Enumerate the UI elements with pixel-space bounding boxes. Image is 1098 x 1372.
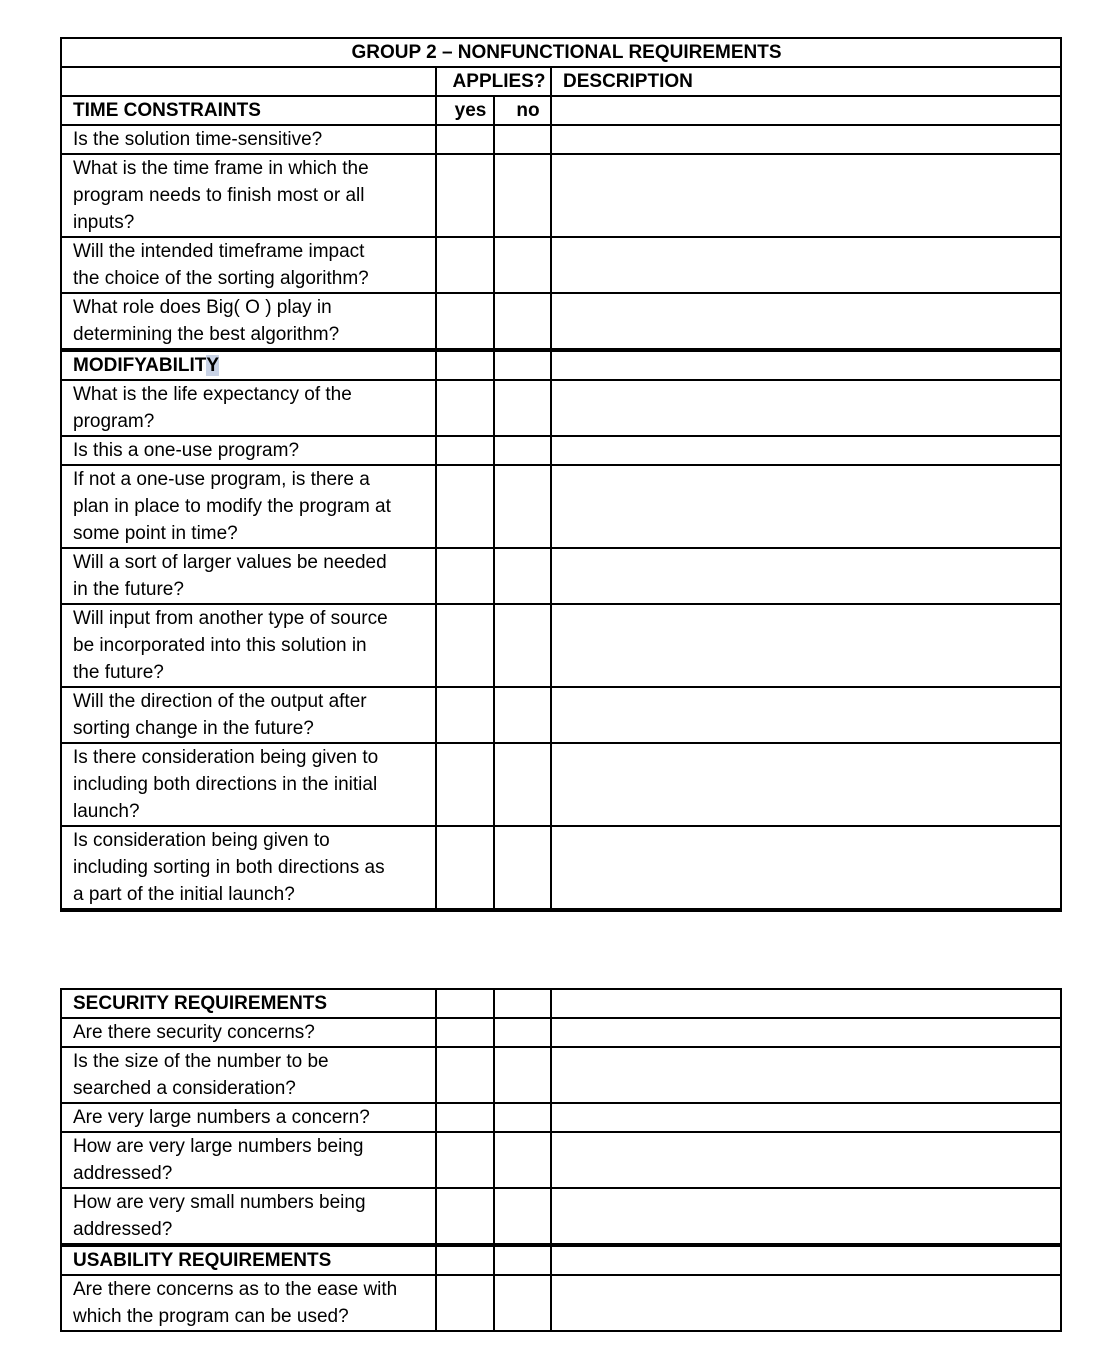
no-cell[interactable]	[494, 1275, 551, 1331]
question-line: Are there concerns as to the ease with	[73, 1279, 398, 1300]
description-cell[interactable]	[551, 548, 1061, 604]
description-cell[interactable]	[551, 1275, 1061, 1331]
description-cell[interactable]	[551, 380, 1061, 436]
question-cell	[61, 154, 436, 237]
question-cell	[61, 1047, 436, 1103]
question-cell	[61, 465, 436, 548]
no-cell[interactable]	[494, 380, 551, 436]
description-cell[interactable]	[551, 125, 1061, 154]
no-cell[interactable]	[494, 1018, 551, 1047]
no-cell[interactable]	[494, 125, 551, 154]
description-cell[interactable]	[551, 1188, 1061, 1244]
question-row	[61, 436, 1061, 465]
section-row-usability	[61, 1246, 1061, 1275]
description-cell[interactable]	[551, 1246, 1061, 1275]
blank-cell	[61, 67, 436, 96]
no-cell[interactable]	[494, 1188, 551, 1244]
question-line: Will the intended timeframe impact	[73, 241, 365, 262]
question-cell	[61, 1132, 436, 1188]
no-header: no	[494, 96, 551, 125]
question-line: plan in place to modify the program at	[73, 496, 391, 517]
yes-cell[interactable]	[436, 293, 494, 349]
yes-cell[interactable]	[436, 743, 494, 826]
yes-cell[interactable]	[436, 1246, 494, 1275]
question-line: Will the direction of the output after	[73, 691, 367, 712]
question-line: addressed?	[73, 1163, 173, 1184]
requirements-table-1	[60, 37, 1062, 912]
question-line: Is the solution time-sensitive?	[73, 129, 323, 150]
question-row	[61, 1103, 1061, 1132]
question-line: Is the size of the number to be	[73, 1051, 329, 1072]
section-row-time-constraints	[61, 96, 1061, 125]
question-row	[61, 604, 1061, 687]
description-cell[interactable]	[551, 154, 1061, 237]
yes-cell[interactable]	[436, 1018, 494, 1047]
question-line: which the program can be used?	[73, 1306, 349, 1327]
question-line: How are very large numbers being	[73, 1136, 364, 1157]
description-cell[interactable]	[551, 436, 1061, 465]
question-row	[61, 743, 1061, 826]
question-line: Is there consideration being given to	[73, 747, 379, 768]
section-heading-security: SECURITY REQUIREMENTS	[61, 989, 436, 1018]
yes-cell[interactable]	[436, 380, 494, 436]
description-cell[interactable]	[551, 1018, 1061, 1047]
no-cell[interactable]	[494, 237, 551, 293]
yes-cell[interactable]	[436, 465, 494, 548]
description-cell[interactable]	[551, 96, 1061, 125]
section-heading-usability: USABILITY REQUIREMENTS	[61, 1246, 436, 1275]
description-cell[interactable]	[551, 687, 1061, 743]
no-cell[interactable]	[494, 1103, 551, 1132]
no-cell[interactable]	[494, 989, 551, 1018]
question-line: Will input from another type of source	[73, 608, 388, 629]
question-cell	[61, 293, 436, 349]
question-row	[61, 1275, 1061, 1331]
no-cell[interactable]	[494, 743, 551, 826]
no-cell[interactable]	[494, 1246, 551, 1275]
requirements-table-2	[60, 988, 1062, 1332]
no-cell[interactable]	[494, 351, 551, 380]
no-cell[interactable]	[494, 826, 551, 909]
question-row	[61, 293, 1061, 349]
yes-cell[interactable]	[436, 687, 494, 743]
yes-cell[interactable]	[436, 604, 494, 687]
no-cell[interactable]	[494, 436, 551, 465]
question-line: What role does Big( O ) play in	[73, 297, 332, 318]
question-row	[61, 125, 1061, 154]
question-line: some point in time?	[73, 523, 238, 544]
question-cell	[61, 1275, 436, 1331]
question-cell	[61, 687, 436, 743]
description-cell[interactable]	[551, 293, 1061, 349]
applies-header: APPLIES?	[436, 67, 551, 96]
question-row	[61, 548, 1061, 604]
question-line: determining the best algorithm?	[73, 324, 340, 345]
description-cell[interactable]	[551, 1132, 1061, 1188]
question-cell	[61, 604, 436, 687]
question-line: including sorting in both directions as	[73, 857, 385, 878]
question-line: sorting change in the future?	[73, 718, 314, 739]
question-cell	[61, 743, 436, 826]
yes-cell[interactable]	[436, 125, 494, 154]
question-cell	[61, 380, 436, 436]
description-cell[interactable]	[551, 351, 1061, 380]
question-row	[61, 154, 1061, 237]
text-cursor-highlight: Y	[206, 355, 220, 376]
question-line: including both directions in the initial	[73, 774, 378, 795]
description-header: DESCRIPTION	[551, 67, 1061, 96]
description-cell[interactable]	[551, 465, 1061, 548]
no-cell[interactable]	[494, 293, 551, 349]
no-cell[interactable]	[494, 1132, 551, 1188]
section-row-modifiability	[61, 351, 1061, 380]
description-cell[interactable]	[551, 1047, 1061, 1103]
question-line: Are very large numbers a concern?	[73, 1107, 370, 1128]
no-cell[interactable]	[494, 154, 551, 237]
header-row	[61, 67, 1061, 96]
yes-cell[interactable]	[436, 1047, 494, 1103]
no-cell[interactable]	[494, 687, 551, 743]
question-cell	[61, 237, 436, 293]
yes-cell[interactable]	[436, 1132, 494, 1188]
spacer-row	[61, 909, 1061, 911]
question-row	[61, 826, 1061, 909]
question-line: launch?	[73, 801, 140, 822]
question-line: the choice of the sorting algorithm?	[73, 268, 369, 289]
question-line: addressed?	[73, 1219, 173, 1240]
no-cell[interactable]	[494, 465, 551, 548]
question-row	[61, 380, 1061, 436]
question-row	[61, 1047, 1061, 1103]
question-row	[61, 1018, 1061, 1047]
question-line: Is consideration being given to	[73, 830, 330, 851]
yes-cell[interactable]	[436, 1275, 494, 1331]
yes-cell[interactable]	[436, 548, 494, 604]
section-heading-time-constraints: TIME CONSTRAINTS	[61, 96, 436, 125]
section-heading-modifiability: MODIFYABILITY	[61, 351, 436, 380]
question-line: inputs?	[73, 212, 135, 233]
no-cell[interactable]	[494, 1047, 551, 1103]
yes-cell[interactable]	[436, 237, 494, 293]
yes-cell[interactable]	[436, 1103, 494, 1132]
question-row	[61, 237, 1061, 293]
question-line: What is the life expectancy of the	[73, 384, 352, 405]
yes-header: yes	[436, 96, 494, 125]
yes-cell[interactable]	[436, 826, 494, 909]
question-cell	[61, 548, 436, 604]
question-line: be incorporated into this solution in	[73, 635, 367, 656]
question-row	[61, 465, 1061, 548]
question-cell	[61, 1103, 436, 1132]
no-cell[interactable]	[494, 548, 551, 604]
question-row	[61, 1132, 1061, 1188]
question-cell	[61, 125, 436, 154]
yes-cell[interactable]	[436, 436, 494, 465]
yes-cell[interactable]	[436, 154, 494, 237]
yes-cell[interactable]	[436, 1188, 494, 1244]
no-cell[interactable]	[494, 604, 551, 687]
section-row-security	[61, 989, 1061, 1018]
question-line: program needs to finish most or all	[73, 185, 365, 206]
table-title: GROUP 2 – NONFUNCTIONAL REQUIREMENTS	[61, 38, 1061, 67]
question-line: in the future?	[73, 579, 184, 600]
question-line: the future?	[73, 662, 164, 683]
description-cell[interactable]	[551, 237, 1061, 293]
title-row	[61, 38, 1061, 67]
question-line: program?	[73, 411, 155, 432]
question-line: What is the time frame in which the	[73, 158, 369, 179]
question-line: Will a sort of larger values be needed	[73, 552, 387, 573]
description-cell[interactable]	[551, 826, 1061, 909]
question-cell	[61, 436, 436, 465]
description-cell[interactable]	[551, 1103, 1061, 1132]
yes-cell[interactable]	[436, 989, 494, 1018]
description-cell[interactable]	[551, 743, 1061, 826]
question-line: Is this a one-use program?	[73, 440, 300, 461]
question-cell	[61, 1018, 436, 1047]
question-row	[61, 687, 1061, 743]
question-line: How are very small numbers being	[73, 1192, 366, 1213]
description-cell[interactable]	[551, 604, 1061, 687]
question-line: searched a consideration?	[73, 1078, 296, 1099]
question-cell	[61, 826, 436, 909]
yes-cell[interactable]	[436, 351, 494, 380]
question-line: a part of the initial launch?	[73, 884, 295, 905]
description-cell[interactable]	[551, 989, 1061, 1018]
question-row	[61, 1188, 1061, 1244]
question-line: Are there security concerns?	[73, 1022, 315, 1043]
question-line: If not a one-use program, is there a	[73, 469, 370, 490]
question-cell	[61, 1188, 436, 1244]
